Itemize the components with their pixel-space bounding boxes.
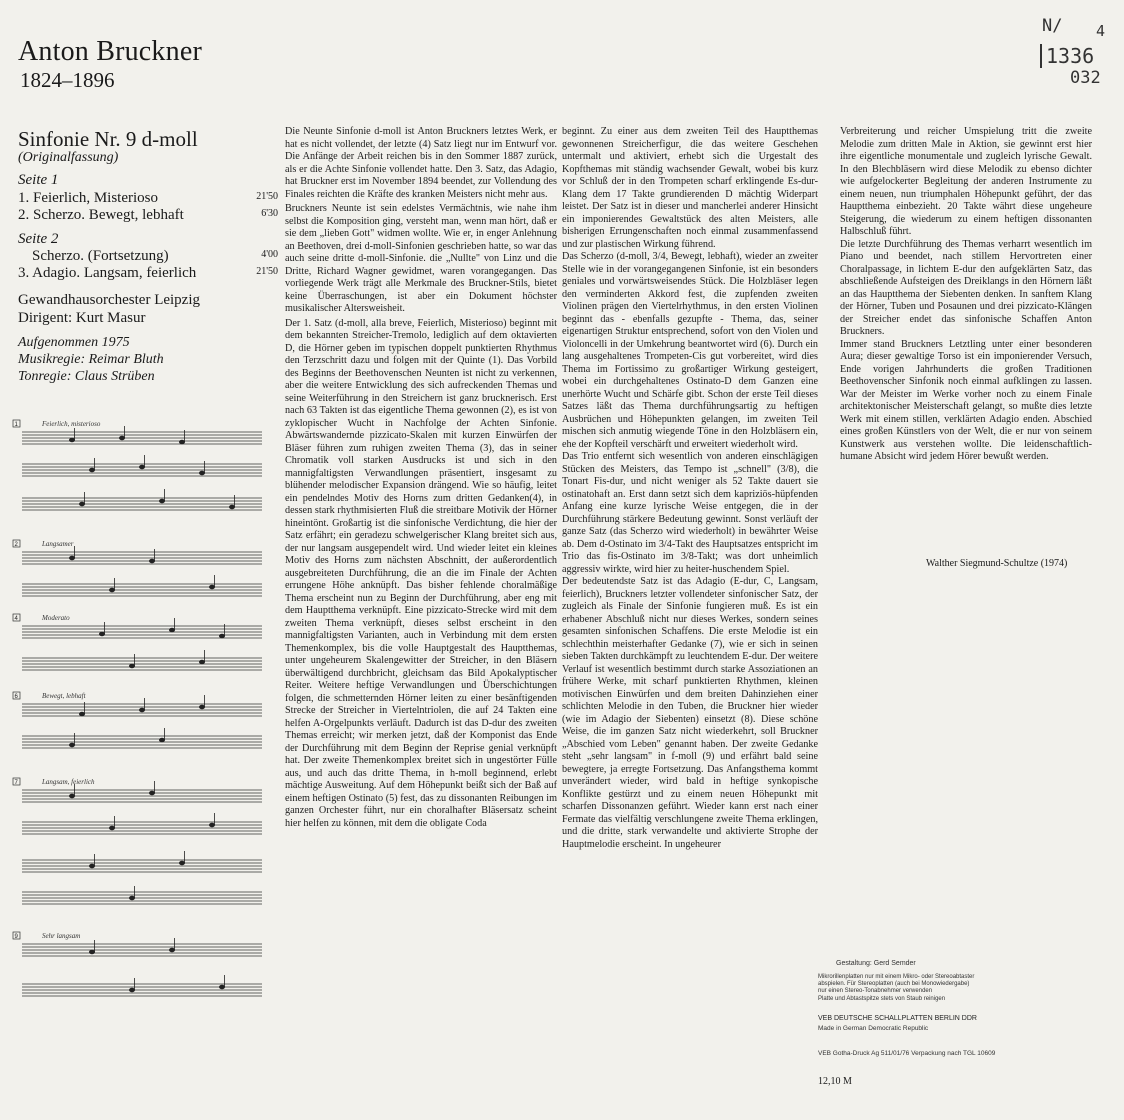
track-duration: 21'50 [256, 266, 278, 277]
composer-years: 1824–1896 [20, 68, 115, 92]
example-number: 1 [14, 422, 18, 428]
music-example-2 [12, 538, 270, 608]
music-director: Musikregie: Reimar Bluth [18, 352, 164, 367]
conductor: Dirigent: Kurt Masur [18, 310, 146, 326]
stamp-line-2: 1336 [1040, 44, 1094, 68]
example-tempo: Feierlich, misterioso [42, 420, 101, 428]
example-number: 6 [14, 694, 18, 700]
sound-engineer: Tonregie: Claus Strüben [18, 369, 155, 384]
paragraph: Immer stand Bruckners Letztling unter einer besonderen Aura; dieser gewaltige Torso ist ein imponierender Versuch, Ende vorigen Jahrhunderts die großen Traditionen Beethovenscher Sinfonik noch einmal aufklingen zu lassen. War der Meister im Werke vorher noch zu einem Finale architektonischer Meisterschaft gelangt, so mußte dies letzte Werk mit einem stillen, verklärten Adagio enden. Abschied eines großen Künstlers von der Welt, die er nur von seinem Kunstwerk aus verstehen wollte. Die leidenschaftlich-humane Absicht wird jedem Hörer bewußt werden. [840, 338, 1092, 462]
label-name: VEB DEUTSCHE SCHALLPLATTEN BERLIN DDR [818, 1015, 977, 1022]
recording-year: Aufgenommen 1975 [18, 335, 130, 350]
author-signature: Walther Siegmund-Schultze (1974) [926, 558, 1068, 569]
example-tempo: Bewegt, lebhaft [42, 692, 86, 700]
liner-column-3 [840, 126, 1092, 464]
track-item [18, 265, 278, 282]
paragraph: Das Scherzo (d-moll, 3/4, Bewegt, lebhaft), wieder an zweiter Stelle wie in der vorangegangenen Sinfonie, ist ein besonders geniales und vorwärtsweisendes Stück. Die Holzbläser legen den verminderten Akkord fest, die zupfenden zweiten Violinen prägen den Viertelrhythmus, in den ersten Violinen beginnt das - ebenfalls gezupfte - Thema, das, seiner eigenartigen Struktur entsprechend, sofort von den Violen und Violoncelli in der Umkehrung beantwortet wird (6). Durch ein lang ausgehaltenes Trompeten-Cis gut vorbereitet, wird dies Thema im Fortissimo zu großartiger Wirkung gesteigert, wobei ein durchgehaltenes Ostinato-D dem Ganzen eine unerhörte Wucht und Schärfe gibt. Schon der erste Teil dieses Satzes läßt das Thema durchführungsartig zu heftigen Ausbrüchen und Höhepunkten gelangen, im zweiten Teil mischen sich anmutig wiegende Töne in den Holzbläsern ein, ehe der Kopfteil verschärft und erweitert wiederholt wird. [562, 251, 818, 450]
example-number: 9 [14, 934, 18, 940]
composer-name: Anton Bruckner [18, 36, 202, 67]
stamp-line-1: N/ [1042, 16, 1063, 36]
paragraph: Das Trio entfernt sich wesentlich von anderen einschlägigen Stücken des Meisters, das Tempo ist „schnell" (3/8), die Tonart Fis-dur, und nicht weniger als 52 Takte dauert sie ostinatohaft an. Erst dann setzt sich dem kapriziös-hüpfenden Anfang eine kurze lyrische Weise entgegen, die in der Durchführung stärkere Bedeutung gewinnt. Sonst verläuft der ganze Satz (das Scherzo wird wiederholt) in bewährter Weise ab. Dem d-Ostinato im 3/4-Takt des Hauptsatzes entspricht im Trio das fis-Ostinato im 3/8-Takt; was dort unheimlich aggressiv wirkte, wird hier zu heiter-huschendem Spiel. [562, 451, 818, 575]
playback-notice: Mikrorillenplatten nur mit einem Mikro- oder Stereoabtaster abspielen. Für Stereoplatten (auch bei Monowiedergabe) nur einen Stereo-Tonabnehmer verwenden Platte und Abtastspitze stets von Staub reinigen [818, 974, 975, 1002]
example-tempo: Moderato [42, 614, 70, 622]
liner-column-1 [285, 126, 557, 830]
paragraph: beginnt. Zu einer aus dem zweiten Teil des Hauptthemas gewonnenen Streicherfigur, die das weitere Geschehen untermalt und aktiviert, erhebt sich die Urgestalt des Kopfthemas mit ständig wachsender Gewalt, wobei bis kurz vor Schluß der in den Trompeten scharf erklingende Es-dur-Klang dem 17 Takte grundierenden D mächtig Widerpart leistet. Der Satz ist in dieser und mancherlei anderer Hinsicht ein imponierendes Gewaltstück des alten Meisters, alle bisherigen Errungenschaften noch einmal zusammenfassend und zur plastischen Wirkung führend. [562, 126, 818, 250]
music-example-9 [12, 930, 270, 1010]
side-2-label: Seite 2 [18, 231, 59, 247]
track-title: 1. Feierlich, Misterioso [18, 190, 158, 206]
example-tempo: Langsam, feierlich [42, 778, 95, 786]
work-subtitle: (Originalfassung) [18, 150, 119, 165]
made-in: Made in German Democratic Republic [818, 1025, 929, 1032]
price: 12,10 M [818, 1076, 852, 1087]
example-number: 7 [14, 780, 18, 786]
track-item [18, 207, 278, 224]
paragraph: Verbreiterung und reicher Umspielung tritt die zweite Melodie zum dritten Male in Aktion, sie gewinnt erst hier ihre eigentliche monumentale und zugleich lyrische Gewalt. In den Blechbläsern wird diese Melodik zu ebenso dichter wie aufgelockerter Begleitung der anderen Instrumente zu einem neuen, nun triumphalen Höhepunkt geführt, der das Hauptthema einbezieht. 20 Takte währt diese ungeheure Steigerung, die wiederum zu einem heftigen dissonanten Halbschluß führt. [840, 126, 1092, 237]
example-tempo: Langsamer [42, 540, 74, 548]
paragraph: Der 1. Satz (d-moll, alla breve, Feierlich, Misterioso) beginnt mit dem bekannten Streicher-Tremolo, lediglich auf dem oktavierten D, die Hörner geben im typischen doppelt punktierten Rhythmus den Terzschritt dazu und folgen mit der Quinte (1). Das Vorbild des Beginns der Beethovenschen Neunten ist nicht zu verkennen, aber die weitere Entwicklung des sich aufreckenden Themas und seine Weiterführung in den Streichern ist ganz brucknerisch. Erst nach 63 Takten ist das eigentliche Thema gewonnen (2), es ist von zyklopischer Wucht in Nachfolge der Achten Sinfonie. Abwärtswandernde pizzicato-Skalen mit kurzen Einwürfen der Bläser führen zum ruhigen zweiten Thema (3), das in seiner Chromatik voll starken Ausdrucks ist und sich in den mannigfaltigsten Verwandlungen präsentiert, insgesamt zu blühender melodischer Expansion drängend. Wie so häufig, leitet ein pendelndes Motiv des Horns zum dritten Gedanken(4), in dessen stark rhythmisierten Fluß die streitbare Motivik der Hörner hineintönt. Großartig ist die sinfonische Verdichtung, die hier der Satz erfährt; ein geradezu schwelgerischer Klang breitet sich aus, der nur langsam ausgependelt wird. Und wieder leitet ein kleines Motiv des Horns zum nächsten Abschnitt, der außerordentlich ausgebreiteten Durchführung, die an die im Finale der Achten errungene Höhe anknüpft. Das bisher fehlende choralmäßige Thema erscheint nun zu Beginn der Durchführung, aber eng mit dem Hauptthema verknüpft. Eine pizzicato-Strecke wird mit dem zweiten Thema verknüpft, dieses selbst erscheint in den mannigfaltigsten Varianten, auch in Verbindung mit dem ersten Themenkomplex, bis die volle Hauptgestalt des Hauptthemas, unter ungeheurem Skalengewitter der Streicher, in den Bläsern überwältigend durchbricht, gleichsam das Bild Apokalyptischer Reiter. Weitere heftige Verwandlungen und Überschichtungen folgen, die schmetternden Hörner leiten zu einer besänftigenden Strecke der Streicher in Viertelntriolen, die auf 24 Takten eine helfen A-Orgelpunkts verläuft. Dadurch ist das D-dur des zweiten Themas erreicht; wir merken jetzt, daß der Komponist das Ende der Durchführung mit dem Beginn der Reprise genial verknüpft hat. Der zweite Themenkomplex breitet sich in ungestörter Fülle aus, und auch das dritte Thema, in h-moll beginnend, erlebt mächtige Ausweitung. Auf dem Höhepunkt beißt sich der Baß auf einem heftigen Ostinato (5) fest, das zu dissonanten Reibungen im ganzen Orchester führt, nur ein choralhafter Bläsersatz scheint hier helfen zu können, mit dem die obligate Coda [285, 317, 557, 829]
track-duration: 6'30 [261, 208, 278, 219]
example-number: 4 [14, 616, 18, 622]
paragraph: Bruckners Neunte ist sein edelstes Vermächtnis, wie nahe ihm selbst die Komposition ging, versteht man, wenn man hört, daß er sie dem „lieben Gott" widmen wollte. Wie er, in enger Anlehnung an Beethoven, drei d-moll-Sinfonien geschrieben hatte, so war das auch seine dritte d-moll-Sinfonie. die „Nullte" von Linz und die Dritte, Richard Wagner gewidmet, waren vorangegangen. Das vorliegende Werk trägt alle Merkmale des Bruckner-Stils, bietet keine Überraschungen, ist aber ein Dokument höchster musikalischer Altersweisheit. [285, 203, 557, 314]
work-title: Sinfonie Nr. 9 d-moll [18, 127, 198, 151]
stamp-line-1b: 4 [1096, 22, 1106, 40]
music-example-4 [12, 612, 270, 682]
track-title: Scherzo. (Fortsetzung) [32, 248, 169, 264]
print-info: VEB Gotha-Druck Ag 511/01/76 Verpackung nach TGL 10609 [818, 1050, 996, 1057]
music-example-1 [12, 418, 270, 530]
track-item [18, 248, 278, 265]
music-example-6 [12, 690, 270, 760]
archive-stamp [1030, 10, 1110, 100]
paragraph: Die letzte Durchführung des Themas verharrt wesentlich im Piano und beendet, nach stillem Hervortreten einer Choralpassage, in lichtem E-dur den aufgeklärten Satz, das abschließende Aufsteigen des Dreiklangs in den Hörnern läßt an das Hauptthema der Siebenten denken. In sanftem Klang der Hörner, Tuben und Posaunen und drei pizzicato-Klängen der Streicher endet das sinfonische Schaffen Anton Bruckners. [840, 238, 1092, 337]
track-duration: 21'50 [256, 191, 278, 202]
track-title: 2. Scherzo. Bewegt, lebhaft [18, 207, 184, 223]
design-credit: Gestaltung: Gerd Semder [836, 960, 916, 967]
track-title: 3. Adagio. Langsam, feierlich [18, 265, 197, 281]
liner-column-2 [562, 126, 818, 851]
example-number: 2 [14, 542, 18, 548]
orchestra: Gewandhausorchester Leipzig [18, 292, 201, 308]
side-1-label: Seite 1 [18, 172, 59, 188]
example-tempo: Sehr langsam [42, 932, 81, 940]
track-item [18, 190, 278, 207]
stamp-line-3: 032 [1070, 68, 1101, 88]
track-duration: 4'00 [261, 249, 278, 260]
music-example-7 [12, 776, 270, 924]
paragraph: Die Neunte Sinfonie d-moll ist Anton Bruckners letztes Werk, er hat es nicht vollendet, der letzte (4) Satz liegt nur im Entwurf vor. Die Anfänge der Arbeit reichen bis in den Sommer 1887 zurück, als er die Achte Sinfonie vollendet hatte. Den 3. Satz, das Adagio, hat Bruckner erst im November 1894 beendet, zur Vollendung des Finales reichten die Kräfte des kranken Meisters nicht mehr aus. [285, 126, 557, 200]
paragraph: Der bedeutendste Satz ist das Adagio (E-dur, C, Langsam, feierlich), Bruckners letzter vollendeter sinfonischer Satz, der zugleich als Finale der Sinfonie fungieren muß. Es ist ein erhabener Abschluß nicht nur dieses Werkes, sondern seines gesamten sinfonischen Schaffens. Die erste Melodie ist ein schlechthin meisterhafter Gedanke (7), wie er sich in seinen sieben Takten durchkämpft zu leuchtendem E-dur. Der weitere Verlauf ist wesentlich bestimmt durch starke Assoziationen an frühere Werke, mit scharf punktierten Rhythmen, kleinen motivischen Einwürfen und dem breiten Dahinziehen einer schlichten Melodie in den Tuben, die Bruckner hier wieder (wie im Adagio der Siebenten) einsetzt (8). Diese schöne Weise, die im ganzen Satz nicht wiederkehrt, soll Bruckner „Abschied vom Leben" genannt haben. Der zweite Gedanke steht „sehr langsam" in f-moll (9) und erfährt bald seine bewegtere, ja erregte Fortsetzung. Das Anfangsthema kommt unverändert wieder, wird bald in heftige synkopische Konflikte gestürzt und zu einem neuen Höhepunkt mit scharfen Dissonanzen geführt. Wieder kann erst nach einer Fermate das vielfältig verschlungene zweite Thema erklingen, und die dritte, stark verwandelte und aktivierte Strophe der Hauptmelodie erscheint. In ungeheurer [562, 576, 818, 850]
